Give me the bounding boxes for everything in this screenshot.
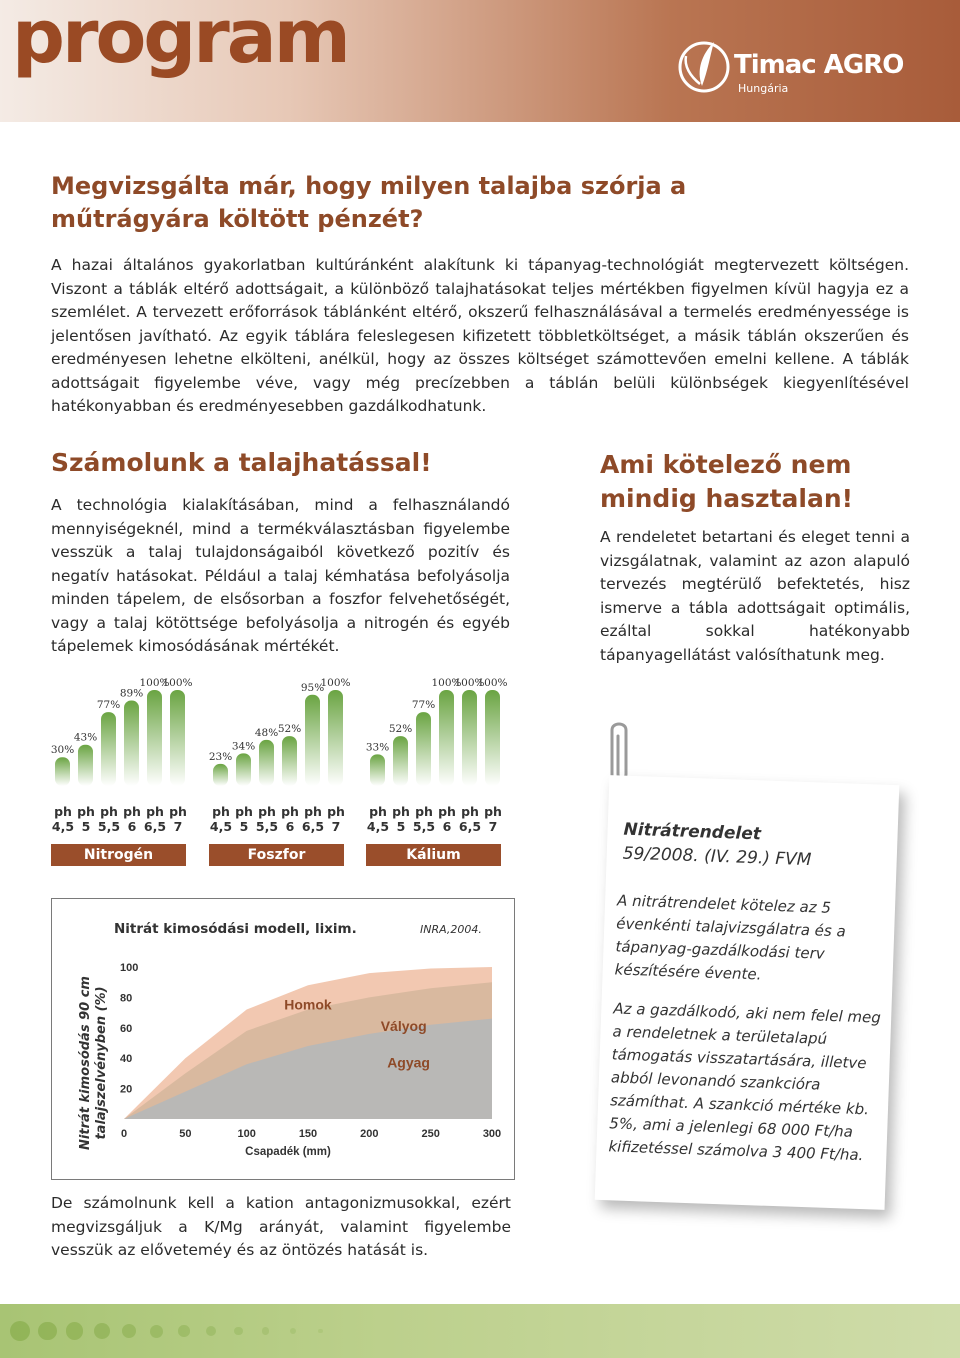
bar-value-label: 100% (162, 678, 193, 689)
bar-value-label: 100% (320, 678, 351, 689)
ph-tick-label: ph 5 (235, 804, 253, 834)
bar (236, 753, 251, 786)
nitrogen-bars (51, 678, 201, 804)
ph-tick-label: ph 6 (438, 804, 456, 834)
ph-tick-label: ph 5,5 (412, 804, 436, 834)
nutrient-label-phosphorus: Foszfor (209, 844, 344, 866)
bar-value-label: 100% (139, 678, 170, 689)
decorative-dot (150, 1325, 163, 1338)
decorative-dot (38, 1322, 57, 1341)
bar (282, 736, 297, 786)
ph-tick-label: ph 7 (327, 804, 345, 834)
x-tick-label: 150 (298, 1128, 318, 1140)
decorative-dot (94, 1323, 110, 1339)
nutrient-label-nitrogen: Nitrogén (51, 844, 186, 866)
nitrate-chart-plot (52, 899, 514, 1179)
bar (55, 757, 70, 786)
bar (439, 690, 454, 786)
ph-tick-label: ph 5 (392, 804, 410, 834)
soil-effect-text: A technológia kialakításában, mind a felhasználandó mennyiségeknél, mind a termékválasztásban figyelembe vesszük a talaj tulajdonságaiból következő pozitív és negatív hatásokat. Például a talaj kémhatása befolyásolja minden tápelem, de elsősorban a foszfor felvehetőségét, vagy a talaj kötöttsége befolyásolja a nitrogén és egyéb tápelemek kimosódásának mértékét. (51, 496, 510, 655)
logo-name: Timac AGRO (734, 50, 904, 80)
series-label: Vályog (380, 1017, 427, 1034)
note-subtitle: 59/2008. (IV. 29.) FVM (622, 843, 812, 871)
nitrogen-bar-chart (51, 678, 201, 868)
bar-value-label: 48% (254, 726, 279, 739)
ph-tick-label: ph 6 (123, 804, 141, 834)
x-tick-label: 100 (237, 1128, 256, 1140)
decorative-dot (122, 1324, 136, 1338)
bar (78, 745, 93, 786)
series-label: Homok (284, 996, 332, 1013)
bar (101, 712, 116, 786)
section-word: program (12, 0, 348, 80)
bar (259, 740, 274, 786)
note-title: Nitrátrendelet (623, 819, 762, 845)
intro-title: Megvizsgálta már, hogy milyen talajba szórja a műtrágyára költött pénzét? (51, 172, 687, 233)
ph-tick-label: ph 6,5 (143, 804, 167, 834)
bar-value-label: 100% (431, 678, 462, 689)
decorative-dot (178, 1325, 190, 1337)
bar (370, 754, 385, 786)
series-label: Agyag (387, 1054, 430, 1071)
note-paragraph: A nitrátrendelet kötelez az 5 évenkénti talajvizsgálatra és a tápanyag-gazdálkodási terv készítésére évente. (614, 891, 847, 984)
chart-title: Nitrát kimosódási modell, lixim. (114, 921, 357, 937)
x-tick-label: 200 (360, 1128, 379, 1140)
closing-text: De számolnunk kell a kation antagonizmusokkal, ezért megvizsgáljuk a K/Mg arányát, valamint figyelembe vesszük az előveteméy és az öntözés hatását is. (51, 1194, 511, 1259)
potassium-bar-chart (366, 678, 516, 868)
bar (213, 764, 228, 786)
bar (416, 712, 431, 786)
ph-tick-label: ph 6,5 (301, 804, 325, 834)
bar-value-label: 100% (454, 678, 485, 689)
bar-value-label: 77% (411, 699, 436, 712)
phosphorus-bar-chart (209, 678, 359, 868)
note-paragraph: Az a gazdálkodó, aki nem felel meg a rendeletnek a területalapú támogatás visszatartására, illetve abból levonandó szankcióra számíthat. A szankció mértéke kb. 5%, ami a jelenlegi 68 000 Ft/ha kifizetéssel számolva 3 400 Ft/ha. (608, 999, 882, 1165)
x-tick-label: 300 (482, 1128, 502, 1140)
bar (462, 690, 477, 786)
wheat-leaf-icon (676, 36, 732, 98)
ph-tick-label: ph 6,5 (458, 804, 482, 834)
chart-source: INRA,2004. (420, 923, 482, 936)
brand-logo (676, 36, 926, 106)
decorative-dot (318, 1329, 323, 1334)
y-tick-label: 100 (120, 962, 139, 974)
decorative-dot (290, 1328, 296, 1334)
bar (147, 690, 162, 786)
decorative-dot (262, 1327, 269, 1334)
bar-value-label: 23% (209, 750, 233, 763)
footer-band (0, 1304, 960, 1358)
bar-value-label: 52% (277, 723, 302, 736)
ph-tick-label: ph 4,5 (366, 804, 390, 834)
y-tick-label: 80 (120, 992, 133, 1005)
y-tick-label: 40 (120, 1053, 133, 1066)
y-tick-label: 60 (120, 1022, 133, 1035)
potassium-bars (366, 678, 516, 804)
mandatory-text: A rendeletet betartani és eleget tenni a vizsgálatnak, valamint az azon alapuló tervezés megtérülő befektetés, hisz ismerve a tábla adottságait optimális, ezáltal sokkal hatékonyabb tápanyagellátást valósíthatunk meg. (600, 528, 910, 664)
decorative-dot (66, 1322, 83, 1339)
bar-value-label: 30% (51, 744, 75, 757)
bar-value-label: 95% (300, 681, 325, 694)
bar-value-label: 52% (388, 723, 413, 736)
x-tick-label: 50 (179, 1128, 192, 1140)
soil-effect-title: Számolunk a talajhatással! (51, 448, 432, 477)
bar-value-label: 89% (119, 687, 144, 700)
y-axis-label: Nitrát kimosódás 90 cm talajszelvényben (%) (78, 976, 109, 1150)
y-tick-label: 20 (120, 1083, 133, 1096)
ph-tick-label: ph 6 (281, 804, 299, 834)
bar-value-label: 33% (366, 741, 390, 754)
x-axis-label: Csapadék (mm) (245, 1146, 331, 1158)
x-tick-label: 250 (421, 1128, 440, 1140)
decorative-dot (206, 1326, 216, 1336)
ph-tick-label: ph 5 (77, 804, 95, 834)
ph-tick-label: ph 5,5 (97, 804, 121, 834)
bar (170, 690, 185, 786)
bar-value-label: 77% (96, 699, 121, 712)
ph-tick-label: ph 4,5 (209, 804, 233, 834)
mandatory-title: Ami kötelező nem mindig hasztalan! (600, 450, 854, 513)
bar-value-label: 43% (73, 731, 98, 744)
logo-sub: Hungária (738, 82, 789, 95)
ph-tick-label: ph 4,5 (51, 804, 75, 834)
ph-tick-label: ph 7 (169, 804, 187, 834)
nutrient-label-potassium: Kálium (366, 844, 501, 866)
ph-tick-label: ph 5,5 (255, 804, 279, 834)
bar (328, 690, 343, 786)
bar (124, 701, 139, 786)
ph-tick-label: ph 7 (484, 804, 502, 834)
x-tick-label: 0 (120, 1128, 128, 1140)
decorative-dot (234, 1327, 243, 1336)
bar-value-label: 34% (231, 740, 256, 753)
nitrate-chart (51, 898, 515, 1180)
decorative-dot (10, 1321, 30, 1341)
intro-text: A hazai általános gyakorlatban kultúránként alakítunk ki tápanyag-technológiát megtervezett költségen. Viszont a táblák eltérő adottságait, a különböző talajhatásokat teljes mértékben figyelmen kívül hagyja ez a szemlélet. A tervezett erőforrások táblánként eltérő, okszerű felhasználásával a termelés eredményessége is jelentősen javítható. Az egyik táblára feleslegesen kifizetett többletköltséget, a másik táblán okszerűen és eredményesen lehetne elkölteni, anélkül, hogy az összes költséget számottevően emelni kellene. A táblák adottságait figyelembe véve, vagy még precízebben a táblán belüli különbségek kiegyenlítésével hatékonyabban és eredményesebben gazdálkodhatunk. (51, 256, 909, 415)
bar (485, 690, 500, 786)
bar-value-label: 100% (477, 678, 508, 689)
phosphorus-bars (209, 678, 359, 804)
nitrate-regulation-note (595, 775, 900, 1210)
header-band (0, 0, 960, 122)
bar (393, 736, 408, 786)
bar (305, 695, 320, 786)
